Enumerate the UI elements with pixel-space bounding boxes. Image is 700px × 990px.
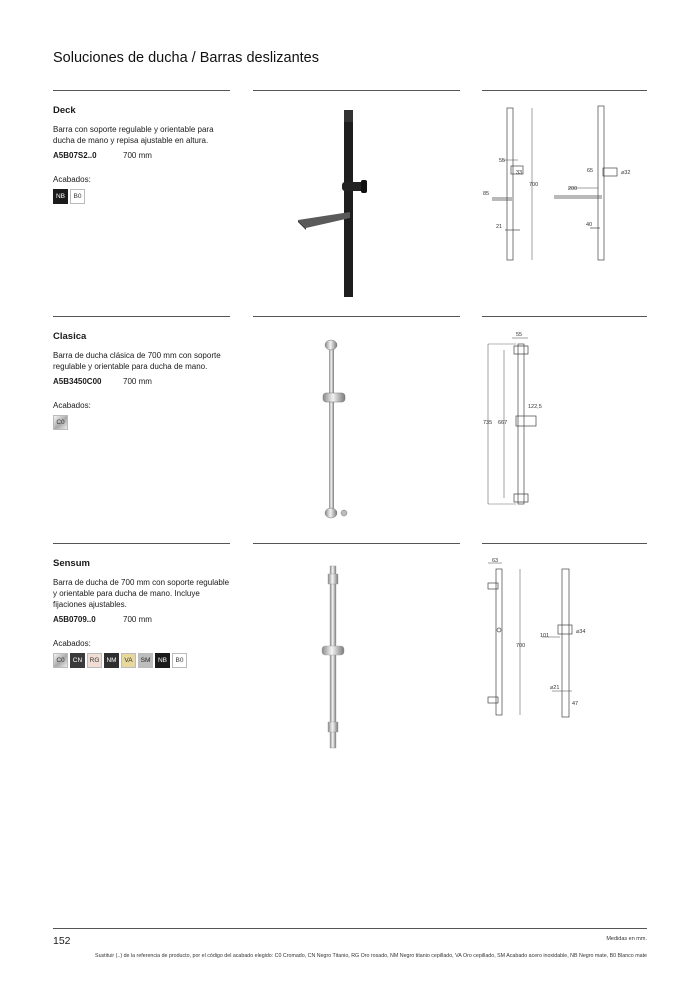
product-clasica [53, 331, 233, 430]
reference-code: A5B07S2..0 [53, 151, 97, 160]
finish-swatch-b0: B0 [70, 189, 85, 204]
reference-code: A5B3450C00 [53, 377, 102, 386]
sensum-product-image [310, 560, 370, 755]
reference-code: A5B0709..0 [53, 615, 96, 624]
footer-rule [53, 928, 647, 929]
product-reference [53, 376, 233, 387]
product-sensum [53, 558, 233, 668]
section-rule [253, 543, 460, 544]
sensum-technical-drawing [480, 555, 650, 730]
sensum-bar [330, 566, 336, 748]
product-reference [53, 150, 233, 161]
product-reference [53, 614, 233, 625]
finishes-label: Acabados: [53, 639, 91, 648]
finishes-label: Acabados: [53, 175, 91, 184]
dim-label: 735 [483, 420, 493, 426]
finish-swatch-cn: CN [70, 653, 85, 668]
deck-technical-drawing [480, 100, 650, 270]
finish-swatches [53, 189, 233, 204]
product-name: Deck [53, 105, 76, 116]
finish-swatch-b0: B0 [172, 653, 187, 668]
section-rule [53, 543, 230, 544]
clasica-handshower-holder [323, 393, 345, 402]
measures-note: Medidas en mm. [606, 936, 647, 942]
dim-label: 55 [499, 158, 506, 164]
reference-size: 700 mm [123, 377, 152, 386]
finishes-label: Acabados: [53, 401, 91, 410]
page-number: 152 [53, 935, 71, 947]
finish-swatch-rg: RG [87, 653, 102, 668]
section-rule [253, 316, 460, 317]
reference-size: 700 mm [123, 615, 152, 624]
dim-label: 700 [529, 182, 539, 188]
finish-swatches [53, 653, 233, 668]
dim-label: 63 [492, 558, 499, 564]
section-rule [53, 316, 230, 317]
deck-product-image [290, 100, 410, 305]
finish-swatch-va: VA [121, 653, 136, 668]
reference-size: 700 mm [123, 151, 152, 160]
page-title: Soluciones de ducha / Barras deslizantes [53, 50, 319, 66]
section-rule [53, 90, 230, 91]
dim-label: 122,5 [528, 404, 542, 410]
section-rule [482, 90, 647, 91]
dim-label: ⌀21 [550, 685, 560, 691]
deck-bar [344, 110, 353, 297]
dim-label: 55 [516, 332, 523, 338]
deck-shelf [298, 212, 350, 228]
product-description: Barra con soporte regulable y orientable para ducha de mano y repisa ajustable en altura. [53, 125, 214, 145]
finish-swatch-c0: C0 [53, 415, 68, 430]
sensum-handshower-holder [322, 646, 344, 655]
product-description: Barra de ducha de 700 mm con soporte regulable y orientable para ducha de mano. Incluye fijaciones ajustables. [53, 578, 230, 609]
product-name: Clasica [53, 331, 87, 342]
dim-label: ⌀32 [621, 170, 631, 176]
clasica-bar [329, 343, 334, 517]
dim-label: 700 [516, 643, 526, 649]
finish-swatches [53, 415, 233, 430]
finish-swatch-nm: NM [104, 653, 119, 668]
product-deck [53, 105, 233, 204]
dim-label: 200 [568, 186, 578, 192]
finish-swatch-c0: C0 [53, 653, 68, 668]
finish-swatch-nb: NB [155, 653, 170, 668]
product-name: Sensum [53, 558, 90, 569]
section-rule [482, 316, 647, 317]
dim-label: 85 [483, 191, 490, 197]
section-rule [482, 543, 647, 544]
dim-label: 21 [496, 224, 503, 230]
finish-codes-footnote: Sustituir (..) de la referencia de producto, por el código del acabado elegido: C0 Cromado, CN Negro Titanio, RG Oro rosado, NM Negro titanio cepillado, VA Oro cepillado, SM Acabado acero inoxidable, NB Negro mate, B0 Blanco mate [95, 953, 647, 959]
product-description: Barra de ducha clásica de 700 mm con soporte regulable y orientable para ducha de mano. [53, 351, 221, 371]
clasica-product-image [310, 335, 370, 525]
finish-swatch-nb: NB [53, 189, 68, 204]
dim-label: 33 [516, 170, 523, 176]
finish-swatch-sm: SM [138, 653, 153, 668]
dim-label: 65 [587, 168, 594, 174]
dim-label: 101 [540, 633, 550, 639]
clasica-technical-drawing [480, 328, 650, 518]
dim-label: 40 [586, 222, 593, 228]
dim-label: 667 [498, 420, 508, 426]
section-rule [253, 90, 460, 91]
dim-label: ⌀34 [576, 629, 586, 635]
dim-label: 47 [572, 701, 579, 707]
